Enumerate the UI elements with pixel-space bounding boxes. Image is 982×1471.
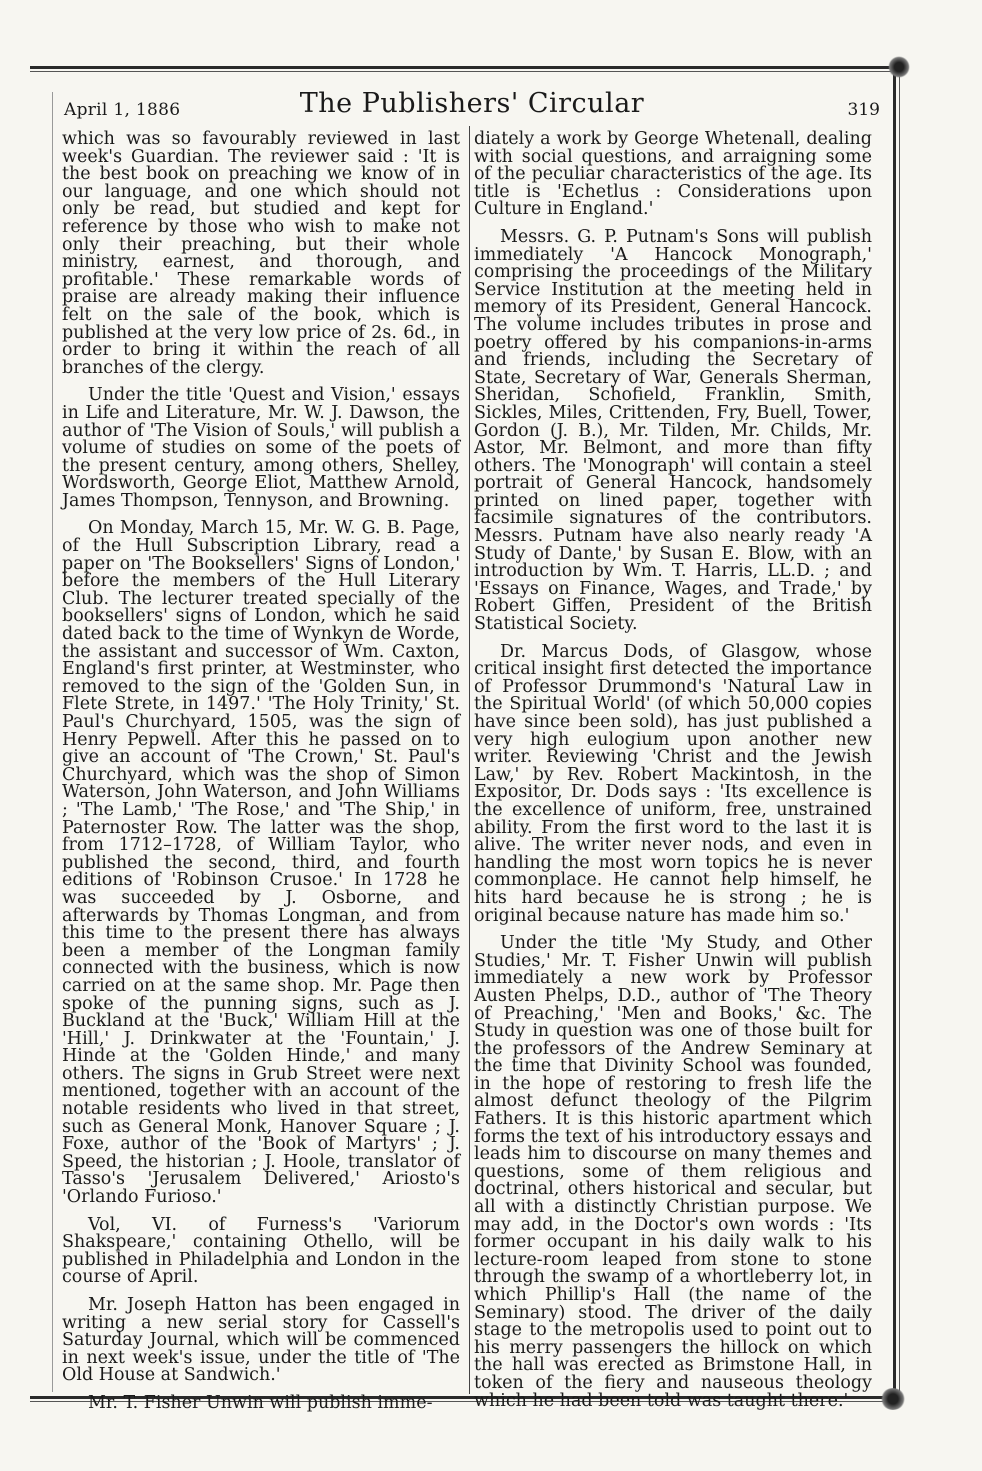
left-column xyxy=(62,131,460,1423)
right-border-rule-thin xyxy=(899,66,900,1401)
article-paragraph: Vol, VI. of Furness's 'Variorum Shakspeare,' containing Othello, will be published in Philadelphia and London in the course of April. xyxy=(62,1214,460,1288)
article-paragraph: Messrs. G. P. Putnam's Sons will publish immediately 'A Hancock Monograph,' comprising the proceedings of the Military Service Institution at the meeting held in memory of its President, General Hancock. The volume includes tributes in prose and poetry offered by his companions-in-arms and friends, including the Secretary of State, Secretary of War, Generals Sherman, Sheridan, Schofield, Franklin, Smith, Sickles, Miles, Crittenden, Fry, Buell, Tower, Gordon (J. B.), Mr. Tilden, Mr. Childs, Mr. Astor, Mr. Belmont, and more than fifty others. The 'Monograph' will contain a steel portrait of General Hancock, handsomely printed on lined paper, together with facsimile signatures of the contributors. Messrs. Putnam have also nearly ready 'A Study of Dante,' by Susan E. Blow, with an introduction by Wm. T. Harris, LL.D. ; and 'Essays on Finance, Wages, and Trade,' by Robert Giffen, President of the British Statistical Society. xyxy=(474,226,872,635)
article-paragraph: Mr. Joseph Hatton has been engaged in writing a new serial story for Cassell's Saturday Journal, which will be commenced in next week's issue, under the title of 'The Old House at Sandwich.' xyxy=(62,1295,460,1386)
article-paragraph: Under the title 'My Study, and Other Studies,' Mr. T. Fisher Unwin will publish immediately a new work by Professor Austen Phelps, D.D., author of 'The Theory of Preaching,' 'Men and Books,' &c. The Study in question was one of those built for the professors of the Andrew Seminary at the time that Divinity School was founded, in the hope of restoring to fresh life the almost defunct theology of the Pilgrim Fathers. It is this historic apartment which forms the text of his introductory essays and leads him to discourse on many themes and questions, some of them religious and doctrinal, others historical and secular, but all with a distinctly Christian purpose. We may add, in the Doctor's own words : 'Its former occupant in his daily walk to his lecture-room leaped from stone to stone through the swamp of a whortleberry lot, in which Phillip's Hall (the name of the Seminary) stood. The driver of the daily stage to the metropolis used to point out to his merry passengers the hillock on which the hall was erected as Brimstone Hall, in token of the fiery and nauseous theology which he had been told was taught there.' xyxy=(474,933,872,1411)
article-paragraph: diately a work by George Whetenall, dealing with social questions, and arraigning some of the peculiar characteristics of the age. Its title is 'Echetlus : Considerations upon Culture in England.' xyxy=(474,129,872,220)
right-column xyxy=(474,131,872,1420)
article-paragraph: On Monday, March 15, Mr. W. G. B. Page, of the Hull Subscription Library, read a paper on 'The Booksellers' Signs of London,' before the members of the Hull Literary Club. The lecturer treated specially of the booksellers' signs of London, which he said dated back to the time of Wynkyn de Worde, the assistant and successor of Wm. Caxton, England's first printer, at Westminster, who removed to the sign of the 'Golden Sun, in Flete Strete, in 1497.' 'The Holy Trinity,' St. Paul's Churchyard, 1505, was the sign of Henry Pepwell. After this he passed on to give an account of 'The Crown,' St. Paul's Churchyard, which was the shop of Simon Waterson, John Waterson, and John Williams ; 'The Lamb,' 'The Rose,' and 'The Ship,' in Paternoster Row. The latter was the shop, from 1712–1728, of William Taylor, who published the second, third, and fourth editions of 'Robinson Crusoe.' In 1728 he was succeeded by J. Osborne, and afterwards by Thomas Longman, and from this time to the present there has always been a member of the Longman family connected with the business, which is now carried on at the same shop. Mr. Page then spoke of the punning signs, such as J. Buckland at the 'Buck,' William Hill at the 'Hill,' J. Drinkwater at the 'Fountain,' J. Hinde at the 'Golden Hinde,' and many others. The signs in Grub Street were next mentioned, together with an account of the notable residents who lived in that street, such as General Monk, Hanover Square ; J. Foxe, author of the 'Book of Martyrs' ; J. Speed, the historian ; J. Hoole, translator of Tasso's 'Jerusalem Delivered,' Ariosto's 'Orlando Furioso.' xyxy=(62,518,460,1208)
top-rule-thin xyxy=(30,71,902,72)
corner-ornament-icon xyxy=(880,1388,906,1410)
left-margin-rule xyxy=(52,92,53,1392)
page-header xyxy=(64,88,880,128)
corner-ornament-icon xyxy=(888,56,910,78)
article-paragraph: Dr. Marcus Dods, of Glasgow, whose critical insight first detected the importance of Professor Drummond's 'Natural Law in the Spiritual World' (of which 50,000 copies have since been sold), has just published a very high eulogium upon another new writer. Reviewing 'Christ and the Jewish Law,' by Rev. Robert Mackintosh, in the Expositor, Dr. Dods says : 'Its excellence is the excellence of uniform, free, unstrained ability. From the first word to the last it is alive. The writer never nods, and even in handling the most worn topics he is never commonplace. He cannot help himself, he hits hard because he is strong ; he is original because nature has made him so.' xyxy=(474,641,872,926)
column-divider xyxy=(469,126,470,1394)
article-paragraph: which was so favourably reviewed in last week's Guardian. The reviewer said : 'It is the best book on preaching we know of in our language, and one which should not only be read, but studied and kept for reference by those who wish to make not only their preaching, but their whole ministry, earnest, and thorough, and profitable.' These remarkable words of praise are already making their influence felt on the sale of the book, which is published at the very low price of 2s. 6d., in order to bring it within the reach of all branches of the clergy. xyxy=(62,129,460,378)
top-rule xyxy=(30,66,902,69)
article-paragraph: Mr. T. Fisher Unwin will publish imme- xyxy=(88,1392,433,1413)
page-number: 319 xyxy=(847,100,880,120)
publication-title: The Publishers' Circular xyxy=(299,88,645,119)
right-border-rule xyxy=(893,66,896,1401)
issue-date: April 1, 1886 xyxy=(64,100,181,120)
article-paragraph: Under the title 'Quest and Vision,' essays in Life and Literature, Mr. W. J. Dawson, the author of 'The Vision of Souls,' will publish a volume of studies on some of the poets of the present century, among others, Shelley, Wordsworth, George Eliot, Matthew Arnold, James Thompson, Tennyson, and Browning. xyxy=(62,385,460,511)
